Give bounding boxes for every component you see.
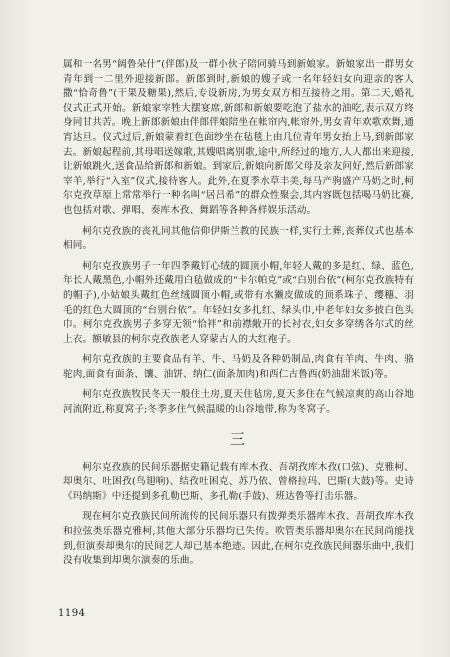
paragraph-clothing: 柯尔克孜族男子一年四季戴钉心绒的圆顶小帽,年轻人戴的多是红、绿、蓝色,年长人戴黑色,小帽外还戴用白毡做成的“卡尔帕克”或“白别台依”(柯尔克孜族特有的帽子),小姑娘头戴红色丝绒圆顶小帽,或带有水獭皮做成的顶系珠子、缨穗、羽毛的红色大圆顶的“台别台依”。年轻妇女多扎红、绿头巾,中老年妇女多披白色头巾。柯尔克孜族男子多穿无领“恰袢”和前襟敞开的长衬衣,妇女多穿绣各尔式的丝上衣。额敏县的柯尔克孜族老人穿蒙古人的大红袍子。 xyxy=(63,260,414,345)
paragraph-wedding-customs: 属和一名男“阔鲁朵什”(伴郎)及一群小伙子陪同骑马到新娘家。新娘家出一群男女青年到一二里外迎接新郎。新郎到时,新娘的嫂子或一名年轻妇女向迎亲的客人撒“恰奇鲁”(干果及糖果),然后,专设新房,为男女双方相互接待之用。第二天,婚礼仪式正式开始。新娘家宰牲大摆宴席,新郎和新娘要吃泡了盐水的油吃,表示双方终身同甘共苦。晚上新郎新娘由伴郎伴娘陪坐在帐帘内,帐帘外,男女青年欢歌欢舞,通宵达旦。仪式过后,新娘蒙着红色面纱坐在毡毯上由几位青年男女抬上马,到新郎家去。新娘起程前,其母唱送嫁歌,其嫂唱离别歌,途中,所经过的地方,人人都出来迎接,让新娘跳火,送食品给新郎和新娘。到家后,新娘向新郎父母及亲友问好,然后新郎家宰羊,举行“入室”仪式,接待客人。此外,在夏季水草丰美,每马产驹盛产马奶之时,柯尔克孜草原上常常举行一种名叫“居吕希”的群众性聚会,其内容既包括喝马奶比赛,也包括对歌、弹唱、奏库木孜、舞蹈等各种各样娱乐活动。 xyxy=(63,59,414,216)
paragraph-funeral-customs: 柯尔克孜族的丧礼同其他信仰伊斯兰教的民族一样,实行土葬,丧葬仪式也基本相同。 xyxy=(63,225,414,252)
paragraph-food: 柯尔克孜族的主要食品有羊、牛、马奶及各种奶制品,肉食有羊肉、牛肉、骆驼肉,面食有面条、馕、油饼、纳仁(面条加肉)和西仁古鲁西(奶油甜米饭)等。 xyxy=(63,354,414,380)
page-number: 1194 xyxy=(58,608,86,619)
paragraph-surviving-instruments: 现在柯尔克孜族民间所流传的民间乐器只有拨弹类乐器库木孜、吾胡孜库木孜和拉弦类乐器克雅柯,其他大部分乐器均已失传。吹管类乐器却奥尔在民间尚能找到,但演奏却奥尔的民间艺人却已基本绝迹。因此,在柯尔克孜族民间器乐曲中,我们没有收集到却奥尔演奏的乐曲。 xyxy=(63,511,414,567)
paragraph-folk-instruments: 柯尔克孜族的民间乐器据史籍记载有库木孜、吾胡孜库木孜(口弦)、克雅柯、却奥尔、吐困孜(鸟翅响)、结孜吐困克、苏乃依、曾格拉玛、巴斯(大鼓)等。史诗《玛纳斯》中还提到多孔勒巴斯、多孔勒(手鼓)、班达鲁等打击乐器。 xyxy=(63,461,414,502)
section-number: 三 xyxy=(229,429,247,448)
paragraph-housing: 柯尔克孜族牧民冬天一般住土房,夏天住毡房,夏天多住在气候凉爽的高山谷地河流附近,称夏窝子;冬季多住气候温暖的山谷地带,称为冬窝子。 xyxy=(63,389,414,416)
